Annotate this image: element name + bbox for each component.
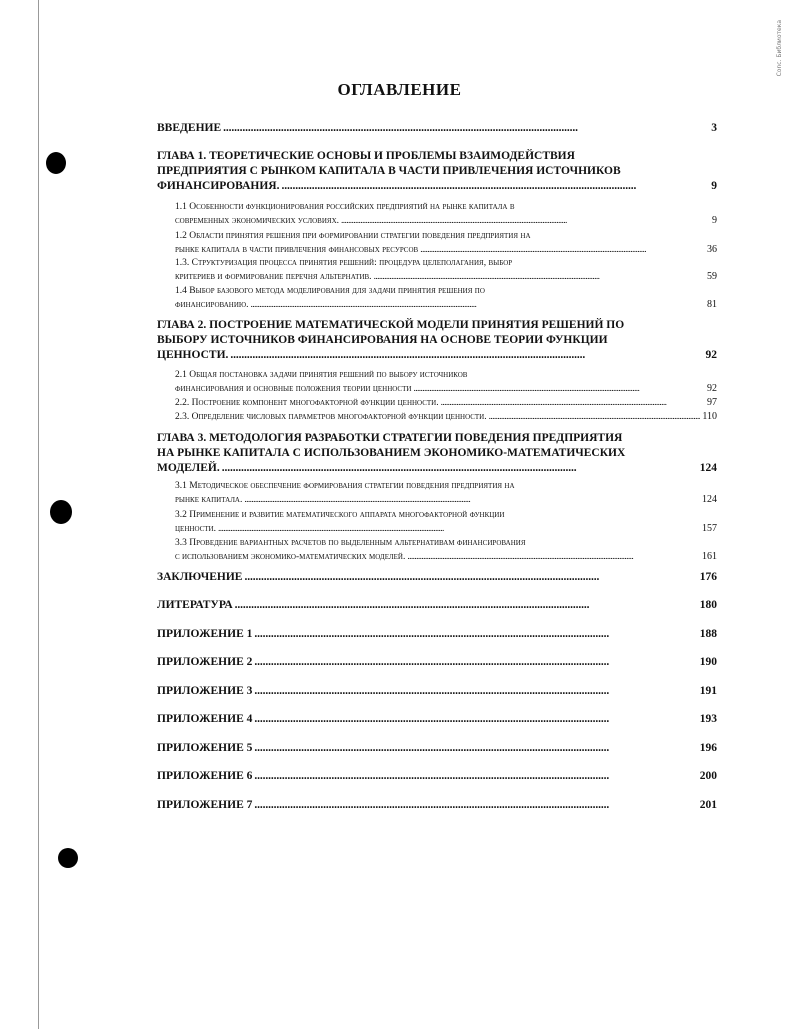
toc-page-number: 81 [707,299,717,310]
dot-leader [413,382,705,396]
toc-page-number: 200 [699,770,717,782]
toc-entry-section [175,284,717,312]
toc-entry-text: ФИНАНСИРОВАНИЯ. [157,180,280,192]
toc-entry-text: финансированию. [175,300,249,310]
toc-entry-section [175,508,717,536]
toc-entry-text: рынке капитала. [175,495,243,505]
toc-entry-text: ВЫБОРУ ИСТОЧНИКОВ ФИНАНСИРОВАНИЯ НА ОСНОВЕ ТЕОРИИ ФУНКЦИИ [157,334,608,346]
toc-entry-text: ГЛАВА 2. ПОСТРОЕНИЕ МАТЕМАТИЧЕСКОЙ МОДЕЛИ ПРИНЯТИЯ РЕШЕНИЙ ПО [157,319,625,331]
dot-leader [374,270,705,284]
toc-entry-top [157,798,717,812]
toc-entry-top [157,627,717,641]
toc-page-number: 3 [711,122,717,134]
toc-entry-chapter [157,149,717,194]
toc-page-number: 97 [707,397,717,408]
dot-leader [254,712,697,726]
toc-page-number: 9 [711,180,717,192]
toc-entry-top [157,684,717,698]
dot-leader [489,410,701,424]
toc-entry-text: 3.3 Проведение вариантных расчетов по выделенным альтернативам финансирования [175,538,526,548]
toc-entry-text: ЛИТЕРАТУРА [157,599,233,611]
toc-page-number: 180 [699,599,717,611]
dot-leader [235,598,698,612]
toc-entry-text: ПРИЛОЖЕНИЕ 4 [157,713,253,725]
dot-leader [254,741,697,755]
toc-entry-text: ПРИЛОЖЕНИЕ 6 [157,770,253,782]
toc-page-number: 193 [699,713,717,725]
toc-entry-text: ПРИЛОЖЕНИЕ 7 [157,799,253,811]
toc-entry-section [175,396,717,410]
scan-margin-line [38,0,39,1029]
toc-entry-text: ПРИЛОЖЕНИЕ 5 [157,742,253,754]
dot-leader [222,461,698,476]
dot-leader [254,627,697,641]
toc-entry-text: ЗАКЛЮЧЕНИЕ [157,571,243,583]
page-title: ОГЛАВЛЕНИЕ [337,80,462,99]
dot-leader [341,214,710,228]
toc-entry-text: современных экономических условиях. [175,216,339,226]
toc-page-number: 191 [699,685,717,697]
dot-leader [218,522,700,536]
toc-entry-text: 3.2 Применение и развитие математического аппарата многофакторной функции [175,510,505,520]
dot-leader [254,655,697,669]
toc-page-number: 92 [705,349,717,361]
dot-leader [244,493,700,507]
toc-entry-chapter [157,431,717,476]
dot-leader [254,769,697,783]
toc-entry-text: 1.3. Структуризация процесса принятия решений: процедура целеполагания, выбор [175,258,513,268]
toc-page-number: 36 [707,244,717,255]
toc-page-number: 157 [702,523,717,534]
toc-entry-text: ПРЕДПРИЯТИЯ С РЫНКОМ КАПИТАЛА В ЧАСТИ ПРИВЛЕЧЕНИЯ ИСТОЧНИКОВ [157,165,621,177]
toc-entry-text: 3.1 Методическое обеспечение формирования стратегии поведения предприятия на [175,481,515,491]
punch-hole-mark [50,500,72,524]
toc-entry-top [157,741,717,755]
toc-page-number: 124 [699,462,717,474]
toc-page-number: 196 [699,742,717,754]
toc-page-number: 176 [699,571,717,583]
toc-entry-section [175,200,717,228]
dot-leader [441,396,705,410]
toc-entry-text: 1.1 Особенности функционирования российских предприятий на рынке капитала в [175,202,515,212]
toc-entry-text: ПРИЛОЖЕНИЕ 1 [157,628,253,640]
toc-entry-text: критериев и формирование перечня альтернатив. [175,272,372,282]
toc-entry-section [175,368,717,396]
dot-leader [244,570,697,584]
toc-entry-text: ПРИЛОЖЕНИЕ 3 [157,685,253,697]
punch-hole-mark [58,848,78,868]
toc-page-number: 110 [702,411,717,422]
toc-entry-text: 2.3. Определение числовых параметров многофакторной функции ценности. [175,412,487,422]
toc-page-number: 190 [699,656,717,668]
toc-entry-text: 1.4 Выбор базового метода моделирования для задачи принятия решения по [175,286,485,296]
toc-entry-top [157,121,717,135]
toc-entry-top [157,769,717,783]
punch-hole-mark [46,152,66,174]
toc-entry-text: МОДЕЛЕЙ. [157,462,220,474]
dot-leader [407,550,700,564]
toc-page-number: 59 [707,271,717,282]
toc-page-number: 124 [702,494,717,505]
toc-entry-top [157,598,717,612]
toc-entry-chapter [157,318,717,363]
toc-entry-text: НА РЫНКЕ КАПИТАЛА С ИСПОЛЬЗОВАНИЕМ ЭКОНОМИКО-МАТЕМАТИЧЕСКИХ [157,447,626,459]
toc-entry-text: ПРИЛОЖЕНИЕ 2 [157,656,253,668]
toc-entry-text: ВВЕДЕНИЕ [157,122,222,134]
toc-entry-top [157,712,717,726]
toc-entry-section [175,479,717,507]
toc-entry-text: 1.2 Области принятия решения при формировании стратегии поведения предприятия на [175,231,531,241]
toc-entry-text: рынке капитала в части привлечения финансовых ресурсов [175,245,419,255]
toc-entry-text: ГЛАВА 1. ТЕОРЕТИЧЕСКИЕ ОСНОВЫ И ПРОБЛЕМЫ ВЗАИМОДЕЙСТВИЯ [157,150,575,162]
toc-entry-top [157,655,717,669]
toc-entry-top [157,570,717,584]
dot-leader [230,348,703,363]
toc-entry-text: ЦЕННОСТИ. [157,349,229,361]
toc-page-number: 161 [702,551,717,562]
toc-page-number: 9 [712,215,717,226]
toc-page-number: 92 [707,383,717,394]
dot-leader [420,243,705,257]
toc-entry-text: 2.1 Общая постановка задачи принятия решений по выбору источников [175,370,468,380]
dot-leader [282,179,710,194]
toc-page-number: 201 [699,799,717,811]
library-stamp: Сonc. Библиотека [776,20,783,77]
toc-entry-text: 2.2. Построение компонент многофакторной функции ценности. [175,398,439,408]
toc-entry-text: ГЛАВА 3. МЕТОДОЛОГИЯ РАЗРАБОТКИ СТРАТЕГИИ ПОВЕДЕНИЯ ПРЕДПРИЯТИЯ [157,432,623,444]
toc-entry-section [175,410,717,424]
toc-entry-text: финансирования и основные положения теории ценности [175,384,412,394]
toc-entry-section [175,536,717,564]
dot-leader [223,121,709,135]
dot-leader [250,298,705,312]
toc-page-number: 188 [699,628,717,640]
toc-entry-text: с использованием экономико-математических моделей. [175,552,406,562]
toc-entry-text: ценности. [175,524,216,534]
dot-leader [254,798,697,812]
toc-entry-section [175,229,717,257]
dot-leader [254,684,697,698]
toc-entry-section [175,256,717,284]
